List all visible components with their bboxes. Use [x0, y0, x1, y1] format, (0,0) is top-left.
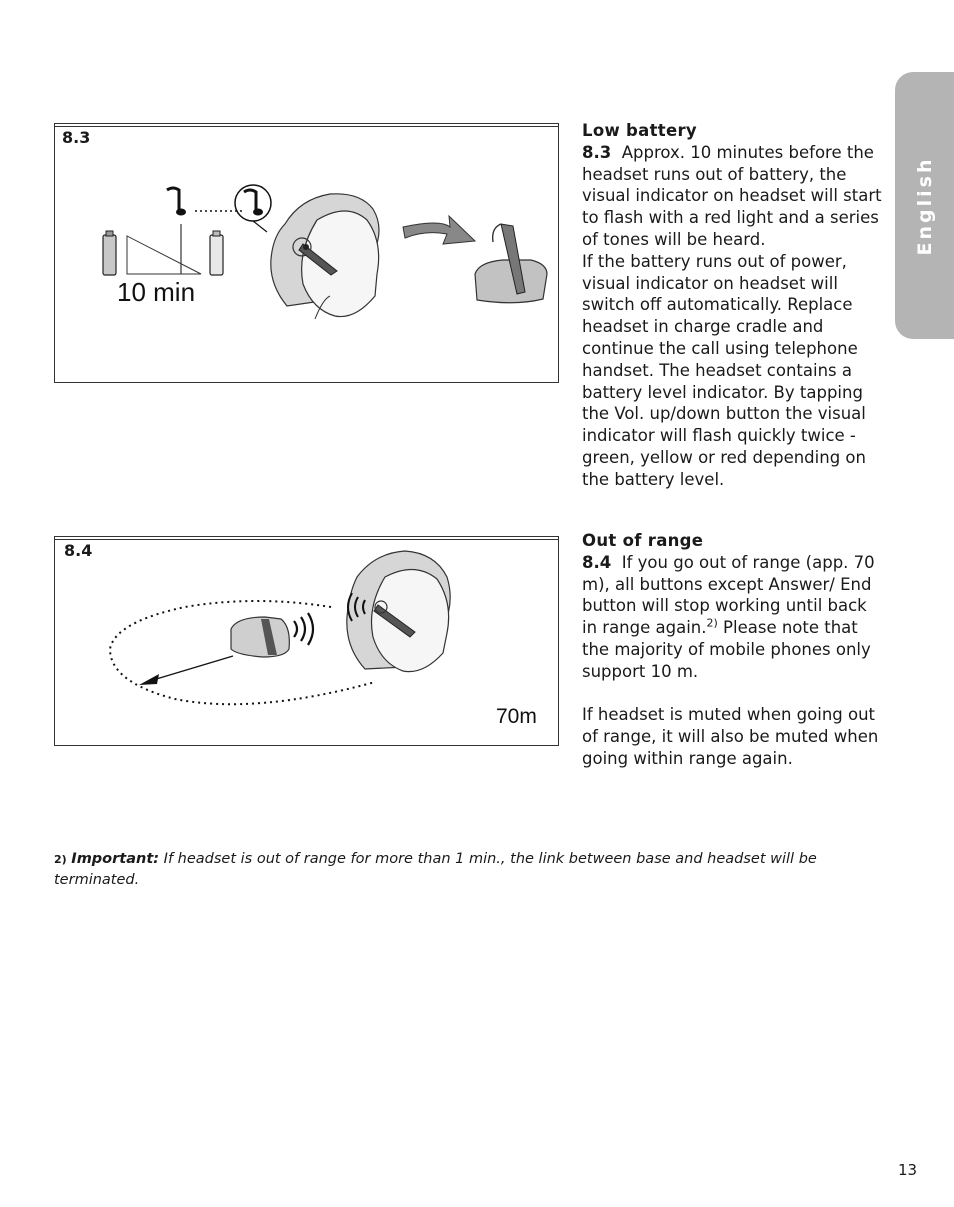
figure-out-of-range	[54, 536, 559, 746]
signal-waves-icon	[294, 613, 313, 645]
figure-label: 8.4	[64, 541, 93, 560]
person-with-headset-icon	[271, 194, 379, 319]
person-with-headset-icon	[347, 551, 450, 672]
language-tab-label: English	[913, 156, 936, 255]
tone-note-icon-2	[244, 190, 256, 212]
out-of-range-section	[582, 530, 882, 770]
out-of-range-paragraph	[582, 552, 882, 683]
arrow-to-cradle-icon	[403, 216, 475, 244]
language-tab	[895, 72, 954, 339]
figure-label: 8.3	[62, 128, 91, 147]
decline-triangle	[127, 236, 201, 274]
low-battery-section	[582, 120, 882, 491]
distance-caption: 70m	[496, 705, 537, 728]
time-caption: 10 min	[117, 277, 196, 307]
range-arrow-head	[139, 674, 159, 685]
out-of-range-heading: Out of range	[582, 531, 704, 550]
tone-note-head	[176, 209, 186, 216]
footnote-marker: 2)	[706, 616, 718, 630]
out-of-range-text-1: If you go out of range (app. 70 m), all buttons except Answer/ End button will stop working until back in range again.	[582, 552, 875, 638]
base-station-icon	[231, 617, 289, 657]
out-of-range-illustration	[55, 537, 560, 747]
low-battery-text-1: Approx. 10 minutes before the headset runs out of battery, the visual indicator on headset will start to flash with a red light and a series of tones will be heard.	[582, 142, 882, 249]
section-ref: 8.3	[582, 142, 612, 162]
low-battery-text-2: If the battery runs out of power, visual indicator on headset will switch off automatically. Replace headset in charge cradle and continue the call using telephone handset. The headset contains a battery level indicator. By tapping the Vol. up/down button the visual indicator will flash quickly twice - green, yellow or red depending on the battery level.	[582, 251, 866, 489]
footnote-number: 2)	[54, 853, 67, 866]
low-battery-illustration	[55, 124, 560, 384]
out-of-range-text-3: If headset is muted when going out of range, it will also be muted when going within range again.	[582, 705, 879, 768]
low-battery-heading: Low battery	[582, 121, 697, 140]
out-of-range-text-2: Please note that the majority of mobile phones only support 10 m.	[582, 618, 871, 681]
page-number: 13	[898, 1161, 918, 1179]
footnote	[54, 849, 844, 891]
footnote-text: If headset is out of range for more than 1 min., the link between base and headset will be terminated.	[54, 851, 817, 888]
footnote-label: Important:	[71, 851, 160, 867]
figure-low-battery	[54, 123, 559, 383]
section-ref: 8.4	[582, 552, 612, 572]
tone-note-icon	[167, 188, 179, 212]
full-battery-icon	[103, 231, 116, 275]
empty-battery-icon	[210, 231, 223, 275]
low-battery-paragraph	[582, 142, 882, 251]
charging-cradle-icon	[475, 224, 547, 303]
